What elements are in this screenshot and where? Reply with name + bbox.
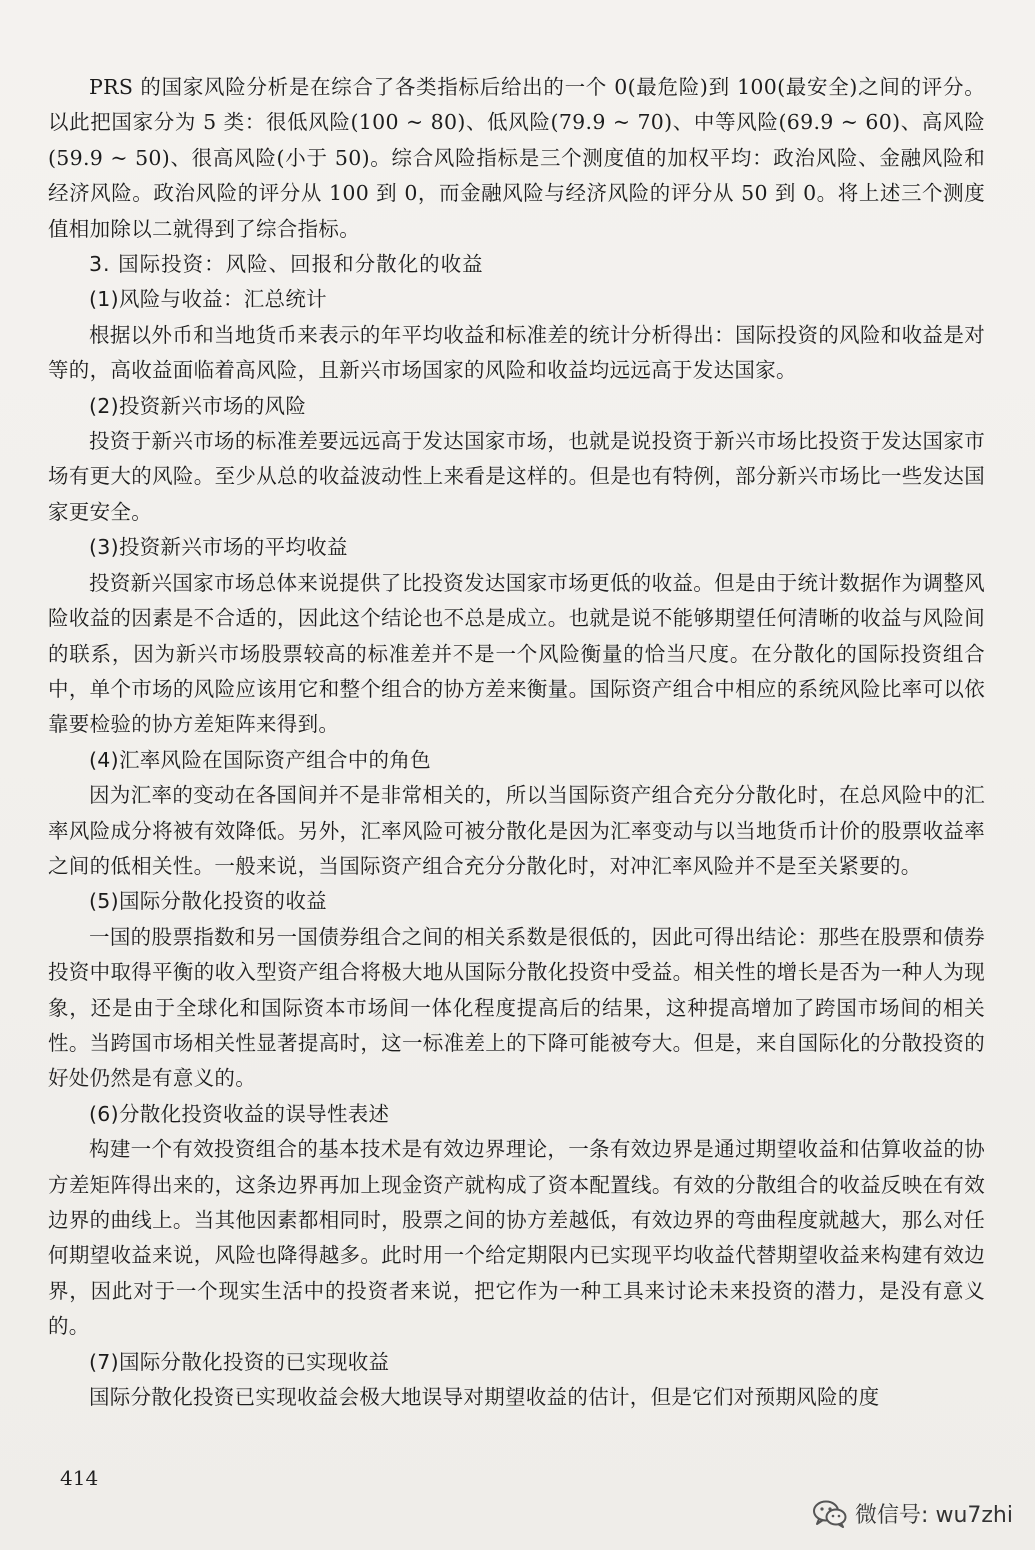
subsection-heading: (6)分散化投资收益的误导性表述	[89, 1101, 390, 1126]
paragraph: 因为汇率的变动在各国间并不是非常相关的，所以当国际资产组合充分分散化时，在总风险中的汇率风险成分将被有效降低。另外，汇率风险可被分散化是因为汇率变动与以当地货币计价的股票收益率之间的低相关性。一般来说，当国际资产组合充分分散化时，对冲汇率风险并不是至关紧要的。	[48, 783, 985, 878]
paragraph: 国际分散化投资已实现收益会极大地误导对期望收益的估计，但是它们对预期风险的度	[89, 1385, 880, 1410]
wechat-id-label: 微信号: wu7zhi	[855, 1503, 1013, 1528]
paragraph: PRS 的国家风险分析是在综合了各类指标后给出的一个 0(最危险)到 100(最安全)之间的评分。以此把国家分为 5 类：很低风险(100 ~ 80)、低风险(79.9 ~ 70)、中等风险(69.9 ~ 60)、高风险(59.9 ~ 50)、很高风险(小于 50)。综合风险指标是三个测度值的加权平均：政治风险、金融风险和经济风险。政治风险的评分从 100 到 0，而金融风险与经济风险的评分从 50 到 0。将上述三个测度值相加除以二就得到了综合指标。	[48, 75, 985, 241]
page-number: 414	[60, 1466, 99, 1490]
paragraph: 一国的股票指数和另一国债券组合之间的相关系数是很低的，因此可得出结论：那些在股票和债券投资中取得平衡的收入型资产组合将极大地从国际分散化投资中受益。相关性的增长是否为一种人为现象，还是由于全球化和国际资本市场间一体化程度提高后的结果，这种提高增加了跨国市场间的相关性。当跨国市场相关性显著提高时，这一标准差上的下降可能被夸大。但是，来自国际化的分散投资的好处仍然是有意义的。	[48, 924, 985, 1091]
subsection-heading: (4)汇率风险在国际资产组合中的角色	[89, 747, 431, 772]
wechat-footer	[813, 1498, 1013, 1529]
subsection-heading: (7)国际分散化投资的已实现收益	[89, 1349, 390, 1374]
document-body	[48, 70, 985, 1415]
subsection-heading: (2)投资新兴市场的风险	[89, 393, 307, 418]
paragraph: 构建一个有效投资组合的基本技术是有效边界理论，一条有效边界是通过期望收益和估算收益的协方差矩阵得出来的，这条边界再加上现金资产就构成了资本配置线。有效的分散组合的收益反映在有效边界的曲线上。当其他因素都相同时，股票之间的协方差越低，有效边界的弯曲程度就越大，那么对任何期望收益来说，风险也降得越多。此时用一个给定期限内已实现平均收益代替期望收益来构建有效边界，因此对于一个现实生活中的投资者来说，把它作为一种工具来讨论未来投资的潜力，是没有意义的。	[48, 1137, 985, 1339]
paragraph: 投资于新兴市场的标准差要远远高于发达国家市场，也就是说投资于新兴市场比投资于发达国家市场有更大的风险。至少从总的收益波动性上来看是这样的。但是也有特例，部分新兴市场比一些发达国家更安全。	[48, 429, 985, 524]
subsection-heading: (3)投资新兴市场的平均收益	[89, 535, 348, 560]
paragraph: 根据以外币和当地货币来表示的年平均收益和标准差的统计分析得出：国际投资的风险和收益是对等的，高收益面临着高风险，且新兴市场国家的风险和收益均远远高于发达国家。	[48, 322, 985, 383]
paragraph: 投资新兴国家市场总体来说提供了比投资发达国家市场更低的收益。但是由于统计数据作为调整风险收益的因素是不合适的，因此这个结论也不总是成立。也就是说不能够期望任何清晰的收益与风险间的联系，因为新兴市场股票较高的标准差并不是一个风险衡量的恰当尺度。在分散化的国际投资组合中，单个市场的风险应该用它和整个组合的协方差来衡量。国际资产组合中相应的系统风险比率可以依靠要检验的协方差矩阵来得到。	[48, 570, 985, 737]
wechat-icon	[813, 1500, 847, 1528]
subsection-heading: (5)国际分散化投资的收益	[89, 889, 327, 914]
section-heading: 3. 国际投资：风险、回报和分散化的收益	[89, 252, 484, 277]
subsection-heading: (1)风险与收益：汇总统计	[89, 287, 327, 312]
